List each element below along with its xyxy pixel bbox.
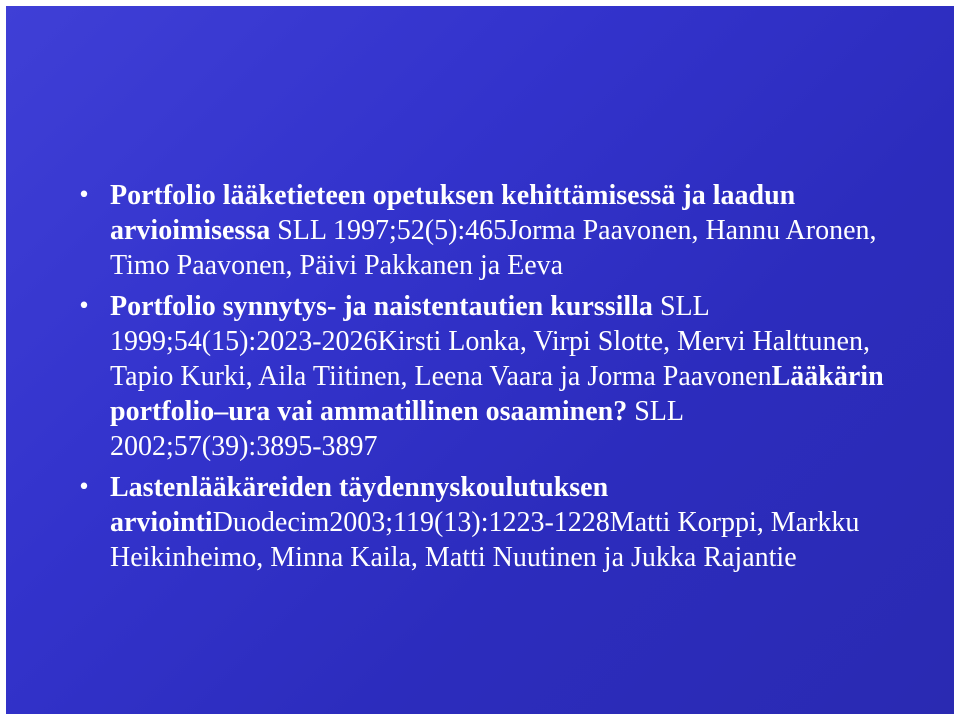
reference-title: Portfolio synnytys- ja naistentautien kurssilla	[110, 291, 653, 322]
reference-item	[6, 470, 954, 575]
reference-item	[6, 178, 954, 283]
bullet-icon: •	[77, 475, 91, 500]
reference-title: Lastenlääkäreiden täydennyskoulutuksen arviointi	[110, 472, 609, 538]
reference-citation: SLL 2002;57(39):3895-3897	[110, 396, 683, 462]
reference-citation: Duodecim2003;119(13):1223-1228Matti Korppi, Markku Heikinheimo, Minna Kaila, Matti Nuutinen ja Jukka Rajantie	[110, 507, 860, 573]
reference-item	[6, 289, 954, 464]
reference-citation: SLL 1997;52(5):465Jorma Paavonen, Hannu Aronen, Timo Paavonen, Päivi Pakkanen ja Eeva	[110, 215, 877, 281]
slide-background	[6, 6, 954, 714]
reference-title: Lääkärin portfolio–ura vai ammatillinen osaaminen?	[110, 361, 884, 427]
reference-title: Portfolio lääketieteen opetuksen kehittämisessä ja laadun arvioimisessa	[110, 180, 796, 246]
reference-list	[6, 178, 954, 581]
bullet-icon: •	[77, 183, 91, 208]
bullet-icon: •	[77, 294, 91, 319]
reference-citation: SLL 1999;54(15):2023-2026Kirsti Lonka, Virpi Slotte, Mervi Halttunen, Tapio Kurki, Aila Tiitinen, Leena Vaara ja Jorma Paavonen	[110, 291, 870, 392]
